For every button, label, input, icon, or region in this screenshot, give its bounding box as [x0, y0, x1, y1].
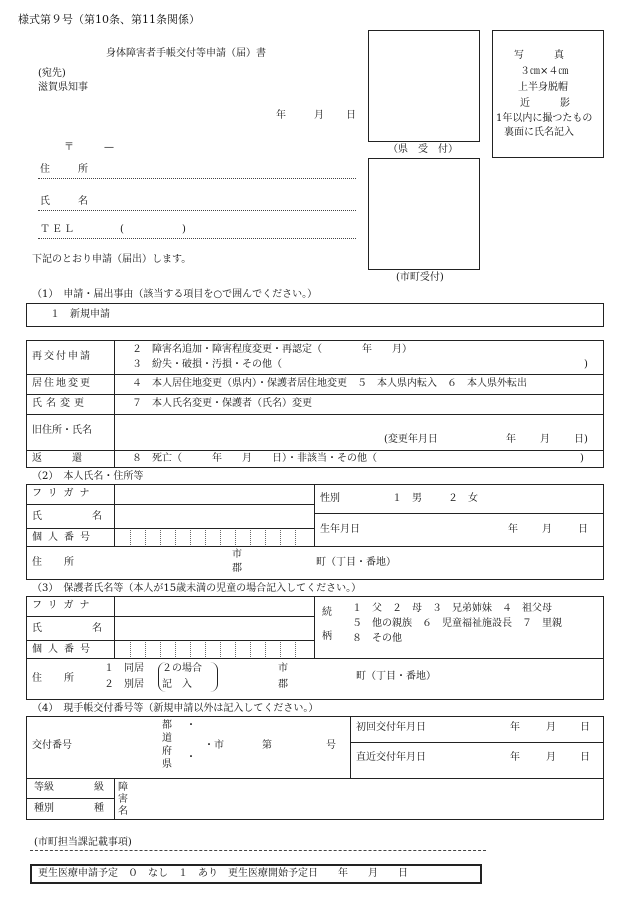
- return-options[interactable]: ８ 死亡（ 年 月 日）・非該当・その他（: [132, 453, 377, 464]
- recent-issue-label: 直近交付年月日: [356, 752, 426, 763]
- postal-mark: 〒: [64, 142, 74, 153]
- addressee-label: (宛先): [38, 68, 66, 79]
- person-name-label: 氏 名: [32, 511, 102, 522]
- first-issue-month: 月: [546, 722, 556, 733]
- section3-heading: （3） 保護者氏名等（本人が15歳未満の児童の場合記入してください。）: [32, 583, 362, 594]
- photo-text-3: 上半身脱帽: [518, 82, 568, 93]
- id-digit-separator: [190, 642, 191, 657]
- id-digit-separator: [205, 642, 206, 657]
- furigana-field[interactable]: [116, 486, 312, 502]
- recent-issue-day: 日: [580, 752, 590, 763]
- reissue-option-3-close: ): [584, 359, 588, 370]
- case2-text-2: 記 入: [162, 679, 192, 690]
- issue-dai-label: 第: [262, 740, 272, 751]
- s4-right-row-line: [350, 742, 604, 743]
- disability-char-1: 障: [118, 782, 128, 793]
- pref-to: 都: [162, 720, 172, 731]
- guardian-address-shi: 市: [278, 663, 288, 674]
- recent-issue-month: 月: [546, 752, 556, 763]
- section1-col-divider: [114, 340, 115, 468]
- residence-change-label: 居住地変更: [32, 378, 92, 389]
- id-number-label: 個人番号: [32, 532, 96, 543]
- id-digit-separator: [175, 530, 176, 545]
- guardian-address-gun: 郡: [278, 679, 288, 690]
- id-digit-separator: [220, 530, 221, 545]
- person-address-shi: 市: [232, 549, 242, 560]
- reissue-option-3[interactable]: ３ 紛失・破損・汚損・その他（: [132, 359, 282, 370]
- tel-field[interactable]: [38, 238, 356, 239]
- new-application-box: [26, 303, 604, 327]
- id-digit-separator: [265, 530, 266, 545]
- photo-text-1: 写 真: [514, 50, 564, 61]
- person-name-field[interactable]: [116, 506, 312, 526]
- s3-row-line-3: [26, 658, 604, 659]
- rehab-text[interactable]: 更生医療申請予定 ０ なし １ あり 更生医療開始予定日 年 月 日: [38, 868, 408, 879]
- tel-label: ＴＥＬ: [40, 224, 76, 235]
- id-digit-separator: [250, 530, 251, 545]
- s1-row-line-1: [26, 374, 604, 375]
- photo-text-4: 近 影: [520, 98, 570, 109]
- s2-label-divider: [114, 484, 115, 546]
- gender-male-option[interactable]: １ 男: [392, 493, 422, 504]
- return-label: 返 還: [32, 453, 82, 464]
- applicant-name-field[interactable]: [38, 210, 356, 211]
- s4-right-divider: [350, 716, 351, 778]
- guardian-id-label: 個人番号: [32, 644, 96, 655]
- name-change-label: 氏名変更: [32, 398, 88, 409]
- statement: 下記のとおり申請（届出）します。: [32, 254, 192, 265]
- pref-dou: 道: [162, 733, 172, 744]
- change-date-month: 月: [540, 434, 550, 445]
- first-issue-day: 日: [580, 722, 590, 733]
- residence-change-options[interactable]: ４ 本人居住地変更（県内）・保護者居住地変更 ５ 本人県内転入 ６ 本人県外転出: [132, 378, 527, 389]
- old-address-label: 旧住所・氏名: [32, 425, 92, 436]
- pref-dot-2: ・: [186, 752, 196, 763]
- birthdate-label: 生年月日: [320, 524, 360, 535]
- id-digit-separator: [250, 642, 251, 657]
- id-digit-separator: [295, 642, 296, 657]
- recent-issue-year: 年: [510, 752, 520, 763]
- birthdate-month: 月: [542, 524, 552, 535]
- reissue-label: 再交付申請: [32, 351, 92, 362]
- form-number: 様式第９号（第10条、第11条関係）: [18, 13, 200, 26]
- grade-label: 等級: [34, 782, 54, 793]
- section1-table: [26, 340, 604, 468]
- person-address-cho: 町（丁目・番地）: [316, 557, 396, 568]
- person-address-label: 住 所: [32, 557, 80, 568]
- s3-row-line-1: [26, 616, 314, 617]
- s1-row-line-3: [26, 414, 604, 415]
- id-digit-separator: [130, 642, 131, 657]
- reissue-option-2[interactable]: ２ 障害名追加・障害程度変更・再認定（ 年 月）: [132, 344, 412, 355]
- guardian-name-field[interactable]: [116, 618, 312, 638]
- relationship-options-2[interactable]: ５ 他の親族 ６ 児童福祉施設長 ７ 里親: [352, 618, 562, 629]
- relationship-options-3[interactable]: ８ その他: [352, 633, 402, 644]
- guardian-furigana-field[interactable]: [116, 598, 312, 614]
- relationship-label-2: 柄: [322, 631, 332, 642]
- id-digit-separator: [145, 530, 146, 545]
- id-digit-separator: [295, 530, 296, 545]
- relationship-options-1[interactable]: １ 父 ２ 母 ３ 兄弟姉妹 ４ 祖父母: [352, 603, 552, 614]
- photo-text-2: ３㎝×４㎝: [520, 66, 569, 77]
- addressee: 滋賀県知事: [38, 82, 88, 93]
- s1-row-line-2: [26, 394, 604, 395]
- date-day-label: 日: [346, 110, 356, 121]
- id-digit-separator: [160, 642, 161, 657]
- s4-row-line-1: [26, 778, 604, 779]
- section4-heading: （4） 現手帳交付番号等（新規申請以外は記入してください。）: [32, 703, 319, 714]
- date-month-label: 月: [314, 110, 324, 121]
- issue-city-label: ・市: [204, 740, 224, 751]
- id-digit-separator: [175, 642, 176, 657]
- id-digit-separator: [190, 530, 191, 545]
- id-digit-separator: [160, 530, 161, 545]
- gender-label: 性別: [320, 493, 340, 504]
- guardian-address-cho: 町（丁目・番地）: [356, 671, 436, 682]
- s2-right-row-line: [314, 513, 604, 514]
- id-digit-separator: [205, 530, 206, 545]
- photo-text-6: 裏面に氏名記入: [504, 127, 574, 138]
- prefecture-receipt-box: [368, 30, 480, 142]
- disability-char-3: 名: [118, 806, 128, 817]
- change-date-label: (変更年月日: [384, 434, 438, 445]
- date-year-label: 年: [276, 110, 286, 121]
- change-date-year: 年: [506, 434, 516, 445]
- city-receipt-box: [368, 158, 480, 270]
- s3-label-divider: [114, 596, 115, 658]
- id-digit-separator: [220, 642, 221, 657]
- case2-text-1: ２の場合: [162, 663, 202, 674]
- applicant-name-label: 氏 名: [40, 196, 97, 207]
- s4-row-line-2: [26, 798, 114, 799]
- s2-right-divider: [314, 484, 315, 546]
- postal-dash: —: [104, 142, 114, 153]
- disability-char-2: 害: [118, 794, 128, 805]
- s2-row-line-3: [26, 546, 604, 547]
- guardian-furigana-label: フリガナ: [32, 600, 96, 611]
- id-digit-separator: [130, 530, 131, 545]
- issue-gou-label: 号: [326, 740, 336, 751]
- id-digit-separator: [280, 530, 281, 545]
- first-issue-label: 初回交付年月日: [356, 722, 426, 733]
- pref-ken: 県: [162, 759, 172, 770]
- prefecture-receipt-label: （県 受 付）: [388, 144, 458, 155]
- tel-paren-open: (: [120, 224, 124, 235]
- s1-row-line-4: [26, 450, 604, 451]
- cohabit-option[interactable]: １ 同居: [104, 663, 144, 674]
- birthdate-day: 日: [578, 524, 588, 535]
- photo-text-5: 1年以内に撮つたもの: [496, 113, 593, 124]
- name-change-options[interactable]: ７ 本人氏名変更・保護者（氏名）変更: [132, 398, 312, 409]
- id-digit-separator: [235, 530, 236, 545]
- applicant-address-field[interactable]: [38, 178, 356, 179]
- tel-paren-close: ): [182, 224, 186, 235]
- id-digit-separator: [145, 642, 146, 657]
- guardian-name-label: 氏 名: [32, 623, 102, 634]
- kind-label: 種別: [34, 803, 54, 814]
- city-note-label: (市町担当課記載事項): [34, 837, 132, 848]
- form-title: 身体障害者手帳交付等申請（届）書: [106, 48, 266, 59]
- gender-female-option[interactable]: ２ 女: [448, 493, 478, 504]
- issue-number-label: 交付番号: [32, 740, 72, 751]
- s4-grade-divider: [114, 778, 115, 820]
- s3-right-divider: [314, 596, 315, 658]
- city-note-line: [30, 850, 486, 851]
- pref-fu: 府: [162, 746, 172, 757]
- city-receipt-label: (市町受付): [396, 272, 444, 283]
- s2-row-line-1: [26, 504, 314, 505]
- disability-name-field[interactable]: [132, 780, 602, 818]
- section2-heading: （2） 本人氏名・住所等: [32, 471, 144, 482]
- pref-dot-1: ・: [186, 720, 196, 731]
- person-address-gun: 郡: [232, 563, 242, 574]
- applicant-address-label: 住 所: [40, 164, 97, 175]
- return-options-close: ): [580, 453, 584, 464]
- id-digit-separator: [265, 642, 266, 657]
- furigana-label: フリガナ: [32, 488, 96, 499]
- first-issue-year: 年: [510, 722, 520, 733]
- guardian-address-label: 住 所: [32, 673, 80, 684]
- section1-heading: （1） 申請・届出事由（該当する項目を○で囲んでください。）: [32, 289, 318, 300]
- separate-option[interactable]: ２ 別居: [104, 679, 144, 690]
- relationship-label-1: 続: [322, 607, 332, 618]
- id-digit-separator: [280, 642, 281, 657]
- birthdate-year: 年: [508, 524, 518, 535]
- new-application-option[interactable]: １ 新規申請: [50, 309, 110, 320]
- id-digit-separator: [235, 642, 236, 657]
- kind-shu: 種: [94, 803, 104, 814]
- change-date-day: 日): [574, 434, 588, 445]
- grade-kyu: 級: [94, 782, 104, 793]
